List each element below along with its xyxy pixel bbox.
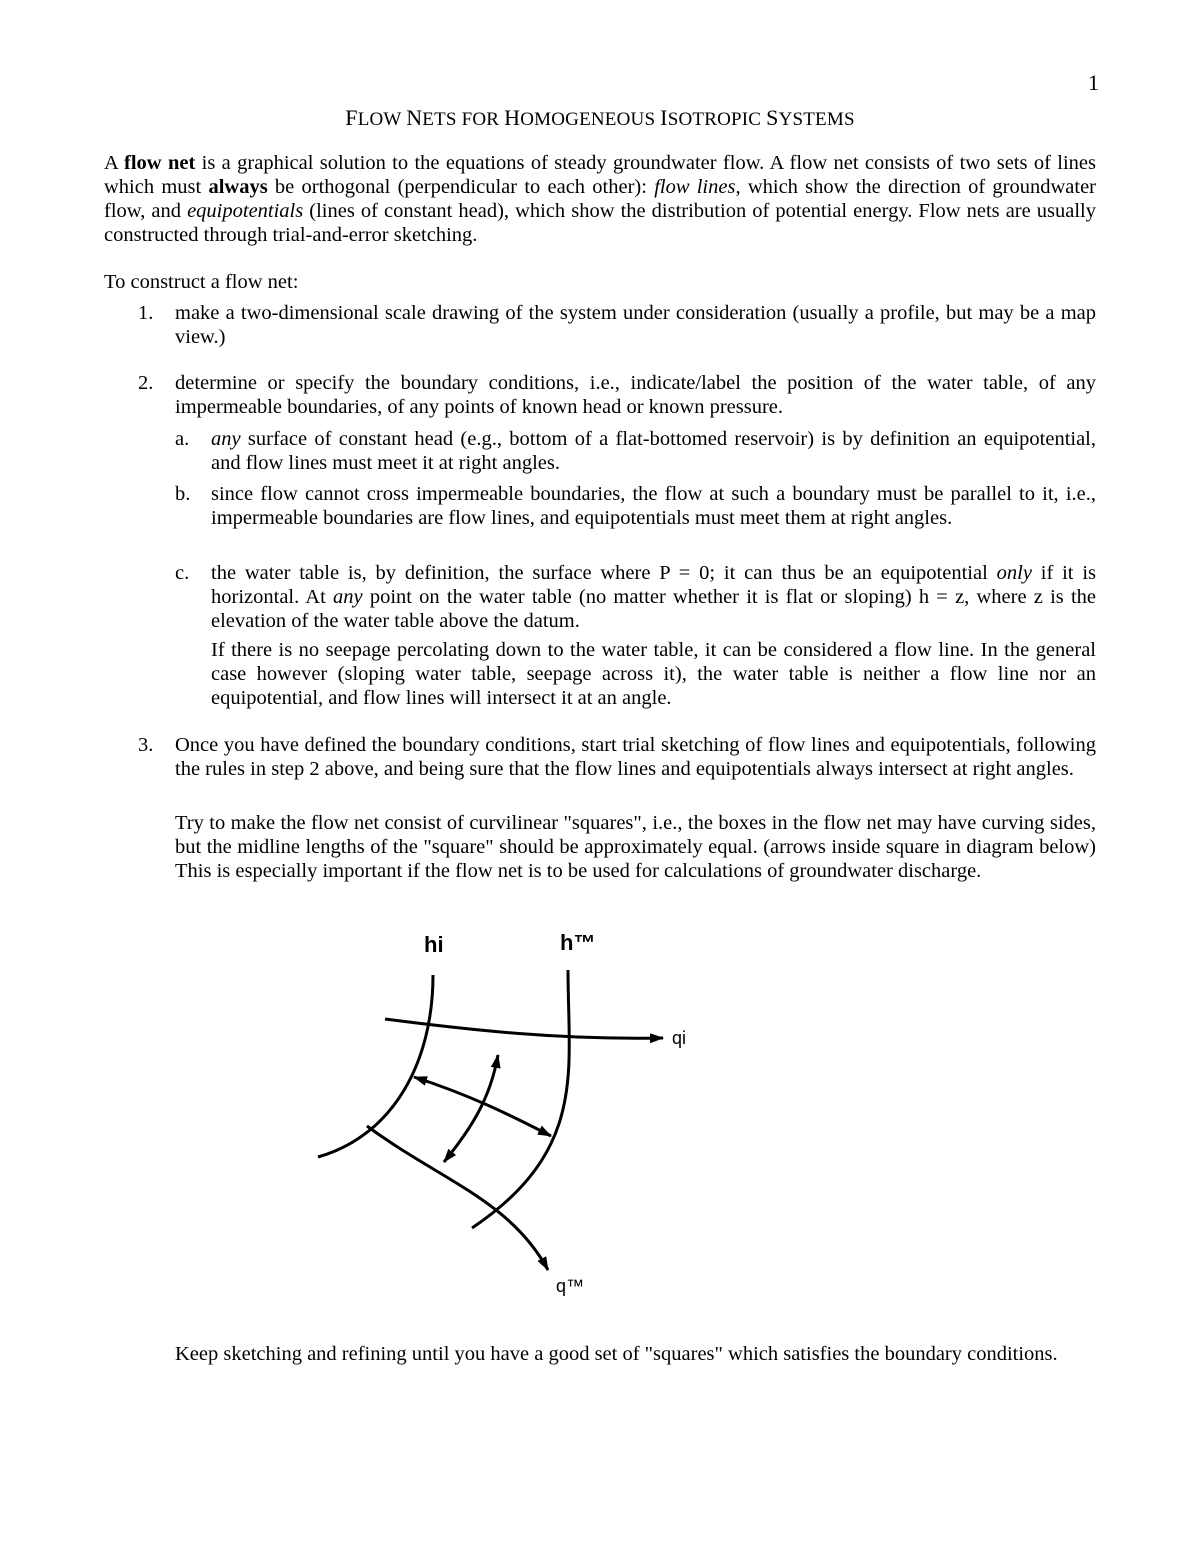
step-1-text: make a two-dimensional scale drawing of the system under consideration (usually a profile, but may be a map view.) [175, 302, 1096, 348]
step-2b-letter: b. [175, 483, 191, 505]
label-q1: qi [672, 1028, 687, 1048]
term-equipotentials: equipotentials [187, 200, 304, 222]
title-word: OMOGENEOUS [520, 109, 656, 130]
step-2a-letter: a. [175, 428, 190, 450]
equipotential-line-h2 [472, 970, 569, 1228]
step-2-text: determine or specify the boundary conditions, i.e., indicate/label the position of the water table, of any impermeable boundaries, of any points of known head or known pressure. [175, 372, 1096, 418]
term-flow-lines: flow lines [654, 176, 736, 198]
title-word: YSTEMS [778, 109, 855, 130]
closing-paragraph: Keep sketching and refining until you have a good set of "squares" which satisfies the boundary conditions. [175, 1343, 1058, 1365]
step-2a-text: any surface of constant head (e.g., bottom of a flat-bottomed reservoir) is by definition an equipotential, and flow lines must meet it at right angles. [211, 428, 1096, 474]
equipotential-line-h1 [318, 975, 433, 1157]
title-word: ETS FOR [422, 109, 500, 130]
title-cap: H [504, 105, 521, 130]
label-h1: hi [424, 932, 444, 957]
title-cap: S [766, 105, 779, 130]
intro-paragraph: A flow net is a graphical solution to the equations of steady groundwater flow. A flow net consists of two sets of lines which must always be orthogonal (perpendicular to each other): flow lines, which show the direction of groundwater flow, and equipotentials (lines of constant head), which show the distribution of potential energy. Flow nets are usually constructed through trial-and-error sketching. [104, 152, 1096, 246]
step-2c-note: If there is no seepage percolating down to the water table, it can be considered a flow line. In the general case however (sloping water table, seepage across it), the water table is neither a flow line nor an equipotential, and flow lines will intersect it at an angle. [211, 639, 1096, 709]
flow-line-lower [367, 1126, 548, 1270]
step-2c-text: the water table is, by definition, the surface where P = 0; it can thus be an equipotential only if it is horizontal. At any point on the water table (no matter whether it is flat or sloping) h = z, where z is the elevation of the water table above the datum. [211, 562, 1096, 632]
title-cap: I [660, 105, 668, 130]
label-h2: h™ [560, 930, 596, 955]
title-word: LOW [357, 109, 402, 130]
page-number: 1 [1088, 70, 1099, 95]
square-midline-vertical [444, 1055, 498, 1162]
step-3-number: 3. [138, 734, 154, 756]
construct-intro: To construct a flow net: [104, 271, 299, 293]
step-3-text: Once you have defined the boundary conditions, start trial sketching of flow lines and equipotentials, following the rules in step 2 above, and being sure that the flow lines and equipotentials always intersect at right angles. [175, 734, 1096, 780]
step-2-number: 2. [138, 372, 154, 394]
title-word: SOTROPIC [667, 109, 762, 130]
title-cap: F [345, 105, 358, 130]
step-2c-letter: c. [175, 562, 190, 584]
step-1-number: 1. [138, 302, 154, 324]
term-flow-net: flow net [124, 152, 196, 174]
title-cap: N [406, 105, 423, 130]
emphasis-always: always [208, 176, 268, 198]
step-2b-text: since flow cannot cross impermeable boundaries, the flow at such a boundary must be parallel to it, i.e., impermeable boundaries are flow lines, and equipotentials must meet them at right angles. [211, 483, 1096, 529]
label-q2: q™ [556, 1276, 585, 1296]
step-3-note: Try to make the flow net consist of curvilinear "squares", i.e., the boxes in the flow net may have curving sides, but the midline lengths of the "square" should be approximately equal. (arrows inside square in diagram below) This is especially important if the flow net is to be used for calculations of groundwater discharge. [175, 812, 1096, 882]
